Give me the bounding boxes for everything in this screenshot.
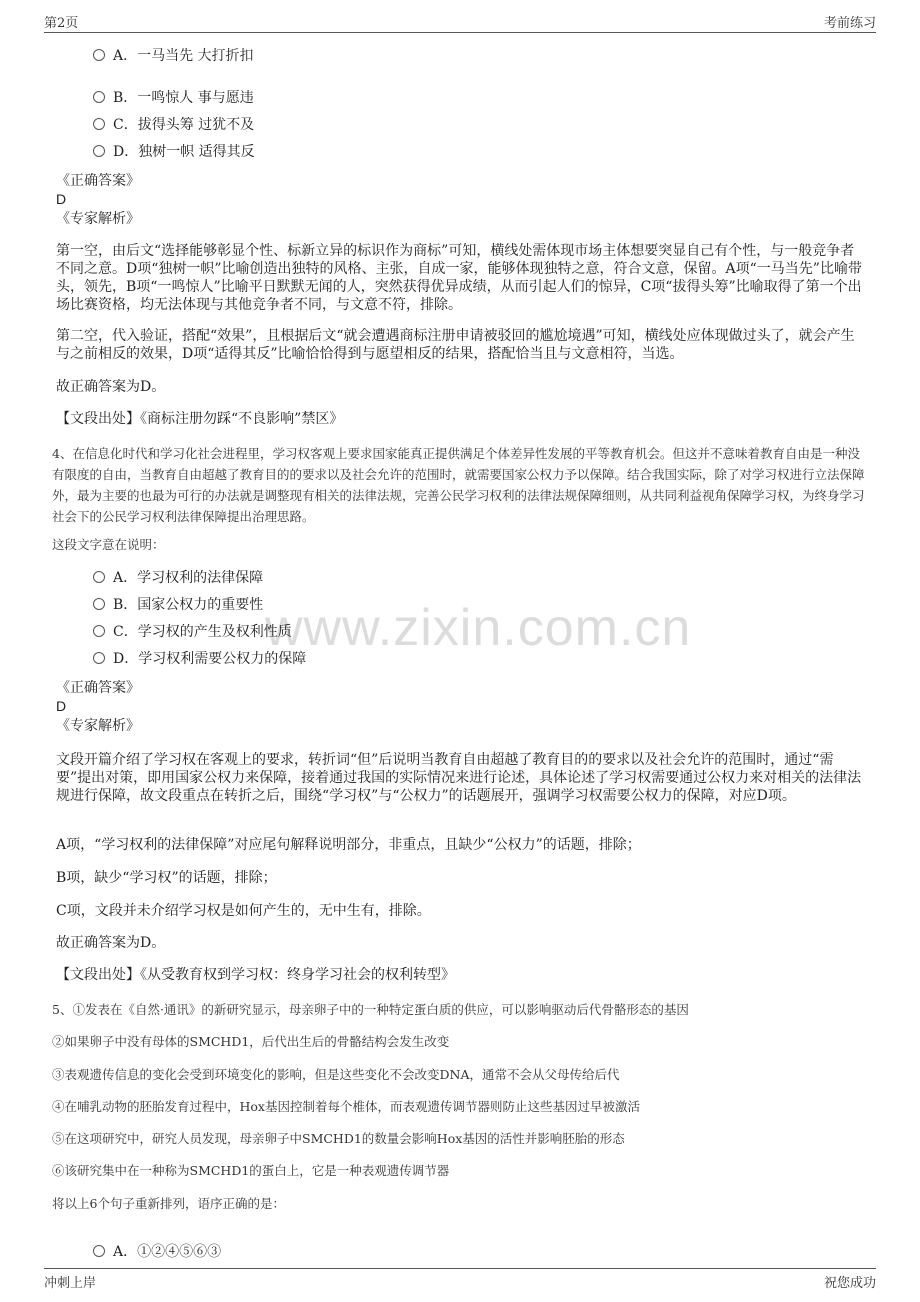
q4-analysis-p4: C项，文段并未介绍学习权是如何产生的，无中生有，排除。 (56, 903, 431, 919)
q5-option-a[interactable]: A．①②④⑤⑥③ (93, 1243, 221, 1261)
q3-answer: D (56, 191, 67, 207)
q3-analysis-p2: 第二空，代入验证，搭配“效果”，且根据后文“就会遭遇商标注册申请被驳回的尴尬境遇”可知，横线处应体现做过头了，就会产生与之前相反的效果，D项“适得其反”比喻恰恰得到与愿望相反的结果，搭配恰当且与文意相符，当选。 (56, 328, 855, 362)
q4-analysis-p3: B项，缺少“学习权”的话题，排除； (56, 870, 277, 886)
radio-icon[interactable] (93, 652, 105, 664)
q3-analysis-p1: 第一空，由后文“选择能够彰显个性、标新立异的标识作为商标”可知，横线处需体现市场主体想要突显自己有个性，与一般竞争者不同之意。D项“独树一帜”比喻创造出独特的风格、主张，自成一家，能够体现独特之意，符合文意，保留。A项“一马当先”比喻带头，领先，B项“一鸣惊人”比喻平日默默无闻的人，突然获得优异成绩，从而引起人们的惊异，C项“拔得头筹”比喻取得了第一个出场比赛资格，均无法体现与其他竞争者不同，与文意不符，排除。 (56, 243, 862, 313)
q4-answer-label: 《正确答案》 (56, 680, 140, 696)
q4-answer: D (56, 698, 67, 714)
q5-question: 将以上6个句子重新排列，语序正确的是： (52, 1196, 285, 1211)
page-header (44, 12, 876, 31)
q3-analysis-p3: 故正确答案为D。 (56, 379, 166, 395)
q4-stem: 4、在信息化时代和学习化社会进程里，学习权客观上要求国家能真正提供满足个体差异性发展的平等教育机会。但这并不意味着教育自由是一种没有限度的自由，当教育自由超越了教育目的的要求以及社会允许的范围时，就需要国家公权力予以保障。结合我国实际，除了对学习权进行立法保障外，最为主要的也最为可行的办法就是调整现有相关的法律法规，完善公民学习权利的法律法规保障细则，从共同利益视角保障学习权，为终身学习社会下的公民学习权利法律保障提出治理思路。 (52, 446, 865, 524)
footer-right: 祝您成功 (823, 1276, 876, 1291)
radio-icon[interactable] (93, 571, 105, 583)
q4-option-b[interactable]: B．国家公权力的重要性 (93, 596, 263, 614)
q3-analysis-label: 《专家解析》 (56, 211, 140, 227)
header-divider (44, 32, 876, 33)
q3-option-d[interactable]: D．独树一帜 适得其反 (93, 143, 255, 161)
footer-divider (44, 1268, 876, 1269)
q4-analysis-label: 《专家解析》 (56, 718, 140, 734)
q4-option-c[interactable]: C．学习权的产生及权利性质 (93, 623, 292, 641)
radio-icon[interactable] (93, 625, 105, 637)
q4-question: 这段文字意在说明： (52, 537, 165, 552)
q5-sentence-4: ④在哺乳动物的胚胎发育过程中，Hox基因控制着每个椎体，而表观遗传调节器则防止这些基因过早被激活 (52, 1099, 640, 1114)
q3-option-a[interactable]: A．一马当先 大打折扣 (93, 47, 254, 65)
q3-answer-label: 《正确答案》 (56, 173, 140, 189)
q5-sentence-2: ②如果卵子中没有母体的SMCHD1，后代出生后的骨骼结构会发生改变 (52, 1034, 450, 1049)
radio-icon[interactable] (93, 1245, 105, 1257)
q4-analysis-p2: A项，“学习权利的法律保障”对应尾句解释说明部分，非重点，且缺少“公权力”的话题，排除； (56, 837, 641, 853)
q4-source: 【文段出处】《从受教育权到学习权：终身学习社会的权利转型》 (56, 967, 455, 983)
page-number: 第2页 (44, 16, 79, 31)
q4-option-d[interactable]: D．学习权利需要公权力的保障 (93, 650, 306, 668)
watermark: www.zixin.com.cn (265, 599, 692, 657)
q5-sentence-3: ③表观遗传信息的变化会受到环境变化的影响，但是这些变化不会改变DNA，通常不会从父母传给后代 (52, 1067, 620, 1082)
radio-icon[interactable] (93, 145, 105, 157)
header-title: 考前练习 (823, 16, 876, 31)
q5-sentence-1: 5、①发表在《自然·通讯》的新研究显示，母亲卵子中的一种特定蛋白质的供应，可以影响驱动后代骨骼形态的基因 (52, 1002, 689, 1017)
radio-icon[interactable] (93, 91, 105, 103)
q4-analysis-p5: 故正确答案为D。 (56, 935, 166, 951)
footer-left: 冲刺上岸 (44, 1276, 97, 1291)
q3-option-b[interactable]: B．一鸣惊人 事与愿违 (93, 89, 254, 107)
q3-option-c[interactable]: C．拔得头筹 过犹不及 (93, 116, 254, 134)
page-footer (44, 1272, 876, 1291)
q5-sentence-6: ⑥该研究集中在一种称为SMCHD1的蛋白上，它是一种表观遗传调节器 (52, 1163, 450, 1178)
q3-source: 【文段出处】《商标注册勿踩“不良影响”禁区》 (56, 411, 344, 427)
q5-sentence-5: ⑤在这项研究中，研究人员发现，母亲卵子中SMCHD1的数量会影响Hox基因的活性并影响胚胎的形态 (52, 1131, 625, 1146)
radio-icon[interactable] (93, 118, 105, 130)
radio-icon[interactable] (93, 49, 105, 61)
radio-icon[interactable] (93, 598, 105, 610)
q4-option-a[interactable]: A．学习权利的法律保障 (93, 569, 263, 587)
q4-analysis-p1: 文段开篇介绍了学习权在客观上的要求，转折词“但”后说明当教育自由超越了教育目的的要求以及社会允许的范围时，通过“需要”提出对策，即用国家公权力来保障，接着通过我国的实际情况来进行论述，具体论述了学习权需要通过公权力来对相关的法律法规进行保障，故文段重点在转折之后，围绕“学习权”与“公权力”的话题展开，强调学习权需要公权力的保障，对应D项。 (56, 752, 862, 804)
